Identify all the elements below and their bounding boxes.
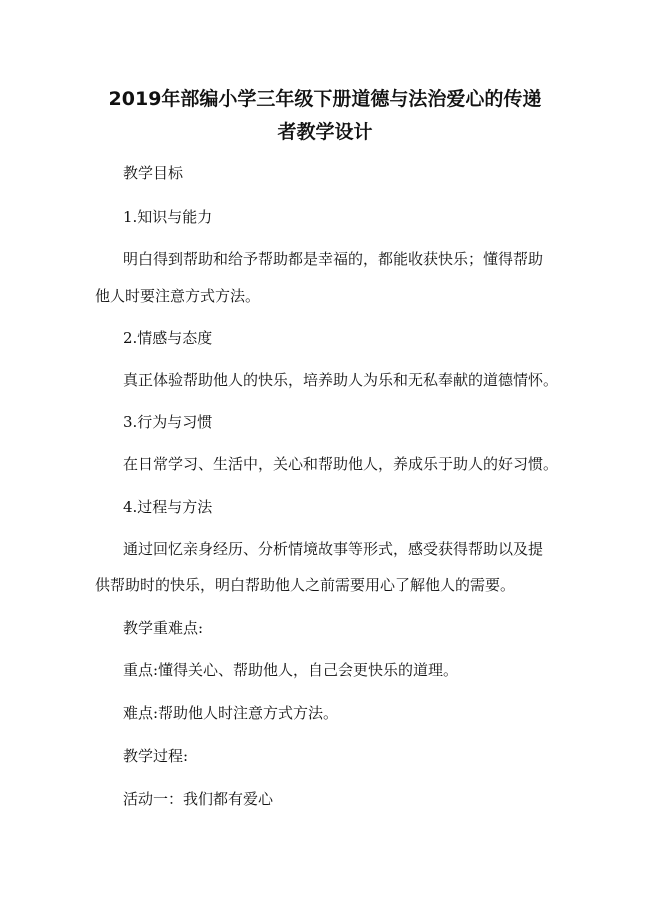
paragraph-line: 难点:帮助他人时注意方式方法。 (123, 704, 339, 722)
paragraph-line: 通过回忆亲身经历、分析情境故事等形式，感受获得帮助以及提 (123, 540, 544, 558)
document-title-line-1: 2019年部编小学三年级下册道德与法治爱心的传递 (108, 88, 542, 110)
subheading-knowledge-ability: 1.知识与能力 (123, 208, 213, 226)
paragraph-line: 供帮助时的快乐，明白帮助他人之前需要用心了解他人的需要。 (95, 576, 516, 594)
subheading-activity-one: 活动一：我们都有爱心 (123, 790, 274, 808)
subheading-process-method: 4.过程与方法 (123, 498, 213, 516)
paragraph-line: 真正体验帮助他人的快乐，培养助人为乐和无私奉献的道德情怀。 (123, 371, 559, 389)
subheading-emotion-attitude: 2.情感与态度 (123, 329, 213, 347)
section-heading-teaching-goals: 教学目标 (123, 164, 184, 182)
paragraph-line: 明白得到帮助和给予帮助都是幸福的，都能收获快乐；懂得帮助 (123, 250, 544, 268)
document-title-line-2: 者教学设计 (277, 121, 373, 143)
section-heading-key-difficult-points: 教学重难点: (123, 619, 204, 637)
paragraph-line: 重点:懂得关心、帮助他人，自己会更快乐的道理。 (123, 661, 459, 679)
paragraph-line: 在日常学习、生活中，关心和帮助他人，养成乐于助人的好习惯。 (123, 455, 559, 473)
subheading-behavior-habits: 3.行为与习惯 (123, 413, 213, 431)
section-heading-teaching-process: 教学过程: (123, 747, 189, 765)
paragraph-line: 他人时要注意方式方法。 (95, 287, 261, 305)
